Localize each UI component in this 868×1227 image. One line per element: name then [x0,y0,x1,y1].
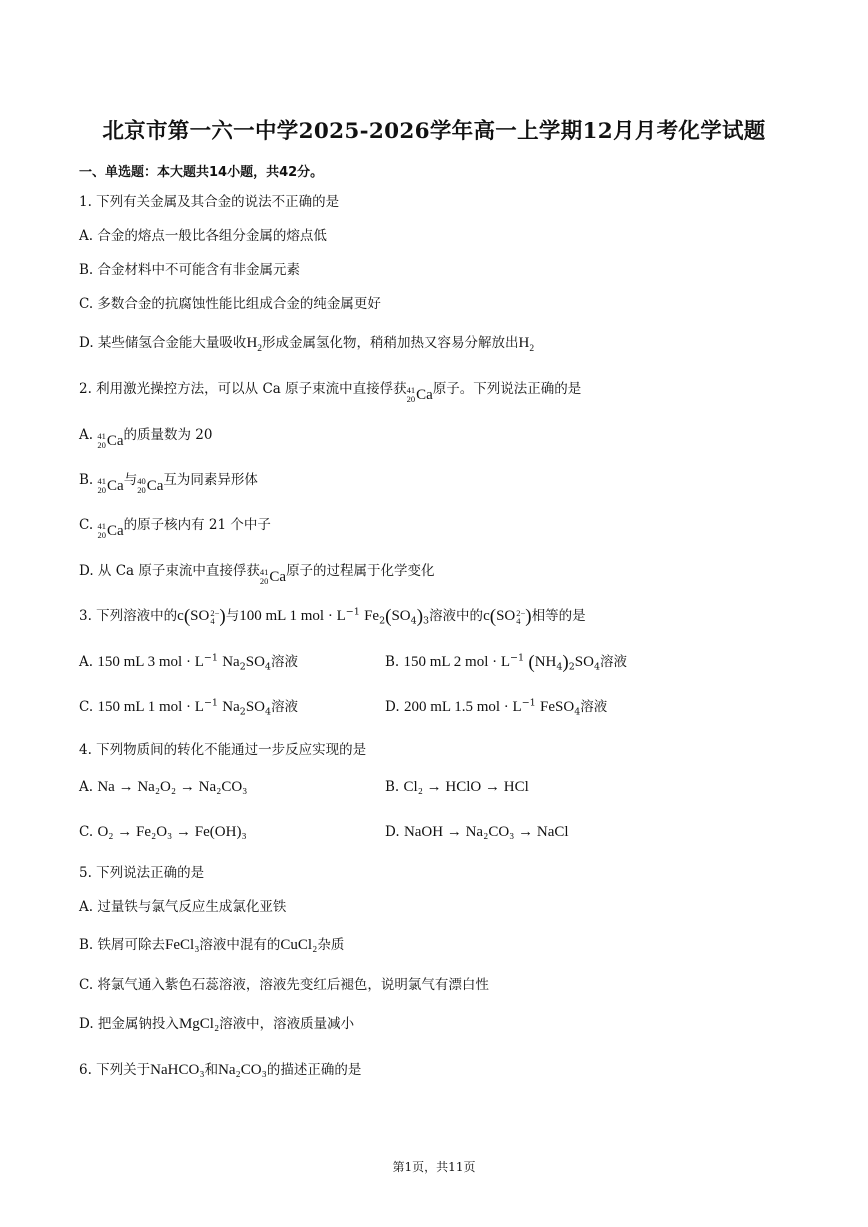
question-5-option-c: C. 将氯气通入紫色石蕊溶液，溶液先变红后褪色，说明氯气有漂白性 [79,977,489,993]
question-2-option-c: C. 41 20 Ca 的原子核内有 21 个中子 [79,517,271,540]
question-2-text-2: 原子。下列说法正确的是 [432,381,582,397]
section-header: 一、单选题：本大题共14小题，共42分。 [79,165,324,180]
question-6-stem: 6. 下列关于NaHCO₃和Na₂CO₃的描述正确的是 [79,1062,362,1078]
question-4-option-c: C. O₂ → Fe₂O₃ → Fe(OH)₃ [79,824,247,840]
question-5-option-a: A. 过量铁与氯气反应生成氯化亚铁 [79,899,287,915]
question-3-option-c: C. 150 mL 1 mol · $L^{-1}$ $Na_2SO_4$溶液 [79,697,299,718]
question-5-stem: 5. 下列说法正确的是 [79,865,205,881]
question-1-option-a: A. 合金的熔点一般比各组分金属的熔点低 [79,228,327,244]
question-5-option-d: D. 把金属钠投入MgCl₂溶液中，溶液质量减小 [79,1016,355,1032]
page-footer: 第1页，共11页 [392,1160,476,1174]
h2-formula: $H_2$ [246,335,263,354]
isotope-ca41: 41 20 Ca [259,567,287,586]
question-1-stem: 1. 下列有关金属及其合金的说法不正确的是 [79,194,340,210]
page-title: 北京市第一六一中学2025-2026学年高一上学期12月月考化学试题 [102,119,766,144]
question-3-option-a: A. 150 mL 3 mol · $L^{-1}$ $Na_2SO_4$溶液 [79,652,298,673]
isotope-ca40: 40 20 Ca [137,476,164,495]
question-1-option-b: B. 合金材料中不可能含有非金属元素 [79,262,301,278]
option-d-text-2: 形成金属氢化物，稍稍加热又容易分解放出 [262,335,519,351]
question-1-option-c: C. 多数合金的抗腐蚀性能比组成合金的纯金属更好 [79,296,381,312]
h2-formula: $H_2$ [518,335,535,354]
question-2-option-b: B. 41 20 Ca 与 40 20 Ca 互为同素异形体 [79,472,258,495]
question-3-option-b: B. 150 mL 2 mol · $L^{-1}$ $(NH_4)_2SO_4$溶液 [385,652,628,673]
question-4-option-a: A. Na → Na₂O₂ → Na₂CO₃ [79,779,248,795]
question-2-option-a: A. 41 20 Ca 的质量数为 20 [79,427,213,450]
isotope-ca41: 41 20 Ca [97,476,124,495]
question-3-stem: 3. 下列溶液中的c(SO 2− 4 )与100 mL 1 mol · $L^{-1}$ $Fe_2(SO_4)_3$溶液中的c(SO 2− 4 )相等的是 [79,606,586,627]
question-4-option-b: B. Cl₂ → HClO → HCl [385,779,529,795]
option-d-text-1: D. 某些储氢合金能大量吸收 [79,335,247,351]
question-4-option-d: D. NaOH → Na₂CO₃ → NaCl [385,824,569,840]
question-1-option-d [79,334,534,352]
question-4-stem: 4. 下列物质间的转化不能通过一步反应实现的是 [79,742,367,758]
isotope-ca41: 41 20 Ca [97,521,124,540]
isotope-ca41: 41 20 Ca [97,431,124,450]
question-2-option-d: D. 从 Ca 原子束流中直接俘获 41 20 Ca 原子的过程属于化学变化 [79,563,435,586]
question-2-stem [79,380,581,404]
question-2-text-1: 2. 利用激光操控方法，可以从 Ca 原子束流中直接俘获 [79,381,407,397]
question-5-option-b: B. 铁屑可除去FeCl₃溶液中混有的CuCl₂杂质 [79,937,345,953]
question-3-option-d: D. 200 mL 1.5 mol · $L^{-1}$ FeSO$_4$溶液 [385,697,608,718]
isotope-ca41: 41 20 Ca [406,385,433,404]
